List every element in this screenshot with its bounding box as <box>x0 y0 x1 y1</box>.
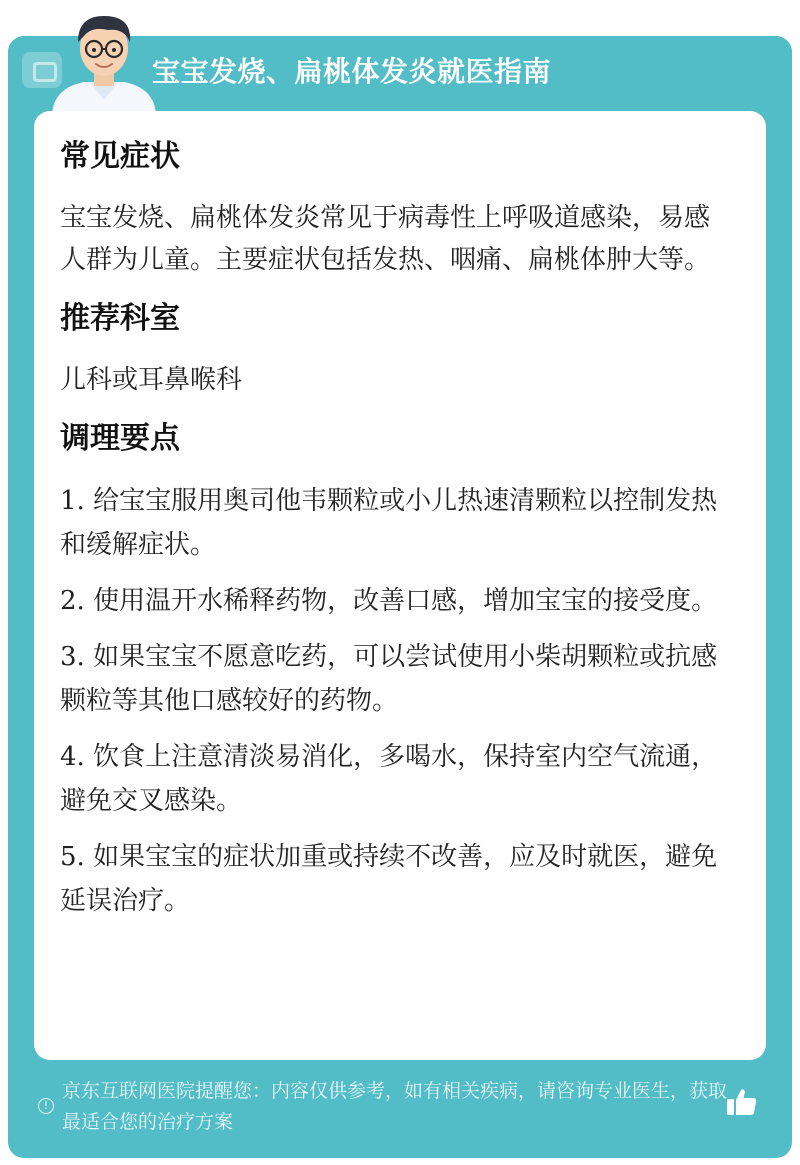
footer-disclaimer: 京东互联网医院提醒您：内容仅供参考，如有相关疾病，请咨询专业医生，获取最适合您的治疗方案 <box>62 1080 728 1133</box>
list-item-text: 使用温开水稀释药物，改善口感，增加宝宝的接受度。 <box>93 586 718 616</box>
list-item <box>60 579 730 623</box>
list-item-number: 4. <box>60 742 85 772</box>
list-item <box>60 735 730 823</box>
list-item <box>60 635 730 723</box>
content-card <box>34 111 766 1060</box>
doctor-avatar-icon <box>44 8 164 114</box>
care-heading: 调理要点 <box>60 421 180 456</box>
symptoms-heading: 常见症状 <box>60 139 180 174</box>
list-item-number: 3. <box>60 642 85 672</box>
list-item-text: 如果宝宝不愿意吃药，可以尝试使用小柴胡颗粒或抗感颗粒等其他口感较好的药物。 <box>60 642 718 716</box>
list-item-number: 1. <box>60 486 85 516</box>
list-item-text: 如果宝宝的症状加重或持续不改善，应及时就医，避免延误治疗。 <box>60 842 718 916</box>
list-item-text: 给宝宝服用奥司他韦颗粒或小儿热速清颗粒以控制发热和缓解症状。 <box>60 486 718 560</box>
content-body <box>60 137 730 935</box>
thumbs-up-icon[interactable] <box>724 1084 760 1120</box>
info-icon: ! <box>38 1098 54 1114</box>
symptoms-text: 宝宝发烧、扁桃体发炎常见于病毒性上呼吸道感染，易感人群为儿童。主要症状包括发热、咽痛、扁桃体肿大等。 <box>60 203 711 275</box>
department-text: 儿科或耳鼻喉科 <box>60 365 243 395</box>
list-item-number: 5. <box>60 842 85 872</box>
department-heading: 推荐科室 <box>60 301 180 336</box>
care-list <box>60 479 730 923</box>
list-item-number: 2. <box>60 586 85 616</box>
list-item <box>60 479 730 567</box>
page-title: 宝宝发烧、扁桃体发炎就医指南 <box>152 55 552 88</box>
list-item-text: 饮食上注意清淡易消化，多喝水，保持室内空气流通，避免交叉感染。 <box>60 742 718 816</box>
list-item <box>60 835 730 923</box>
